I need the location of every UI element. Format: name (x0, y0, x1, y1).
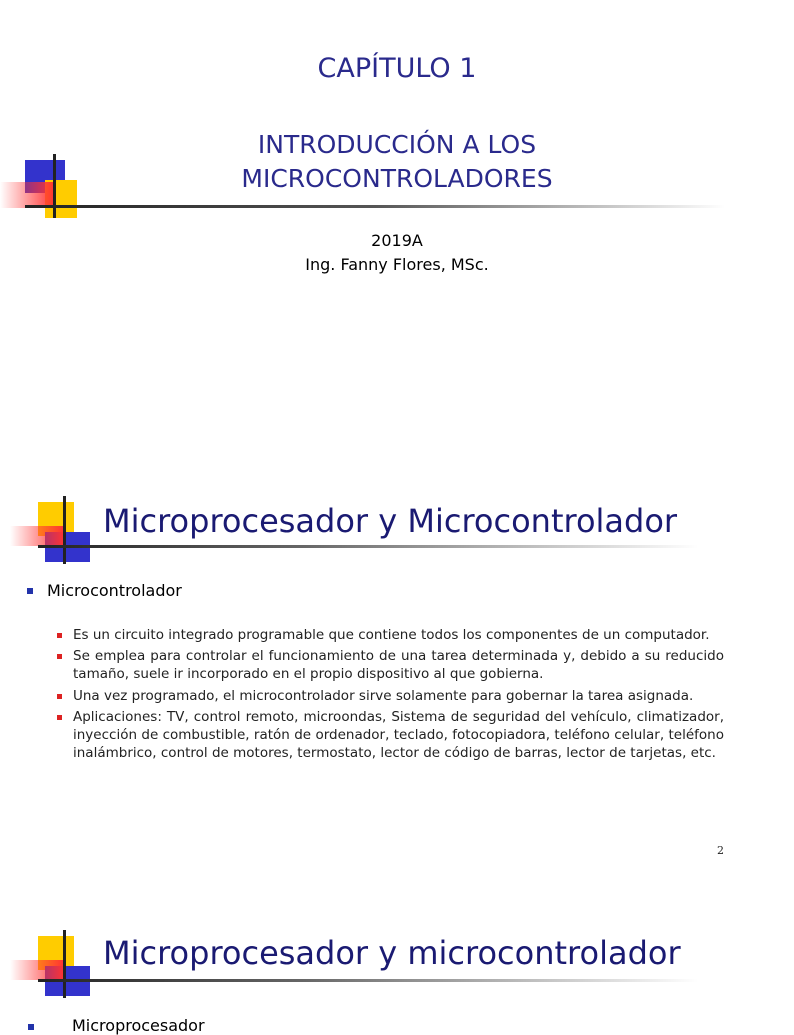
slide-title: Microprocesador y Microcontrolador (103, 502, 678, 540)
bullet-square-icon (28, 1024, 34, 1030)
bullet-square-icon (57, 694, 62, 699)
bullet-square-icon (27, 588, 33, 594)
list-item: Aplicaciones: TV, control remoto, microondas, Sistema de seguridad del vehículo, climatizador, inyección de combustible, ratón de ordenador, teclado, fotocopiadora, teléfono celular, teléfono inalámbrico, control de motores, termostato, lector de código de barras, lector de tarjetas, etc. (56, 708, 724, 763)
bullet-square-icon (57, 633, 62, 638)
list-item: Se emplea para controlar el funcionamiento de una tarea determinada y, debido a su reducido tamaño, suele ir incorporado en el propio dispositivo al que gobierna. (56, 647, 724, 683)
heading-bullet (52, 1016, 205, 1035)
bullet-square-icon (57, 715, 62, 720)
title-line-2: MICROCONTROLADORES (241, 164, 553, 193)
heading-bullet (27, 581, 182, 600)
chapter-title: CAPÍTULO 1 (317, 53, 477, 84)
title-line-1: INTRODUCCIÓN A LOS (257, 130, 537, 159)
slide-microcontrolador (0, 460, 768, 890)
slide-title-page (0, 0, 768, 460)
term-label: 2019A (371, 231, 423, 250)
slide-title: Microprocesador y microcontrolador (103, 934, 681, 972)
heading-text: Microprocesador (72, 1016, 205, 1035)
page-number: 2 (717, 844, 724, 857)
bullet-list (56, 626, 724, 765)
author-label: Ing. Fanny Flores, MSc. (305, 255, 489, 274)
slide-microprocesador (0, 890, 768, 1035)
list-item: Una vez programado, el microcontrolador sirve solamente para gobernar la tarea asignada. (56, 687, 724, 705)
list-item: Es un circuito integrado programable que contiene todos los componentes de un computador. (56, 626, 724, 644)
bullet-square-icon (57, 654, 62, 659)
heading-text: Microcontrolador (47, 581, 182, 600)
